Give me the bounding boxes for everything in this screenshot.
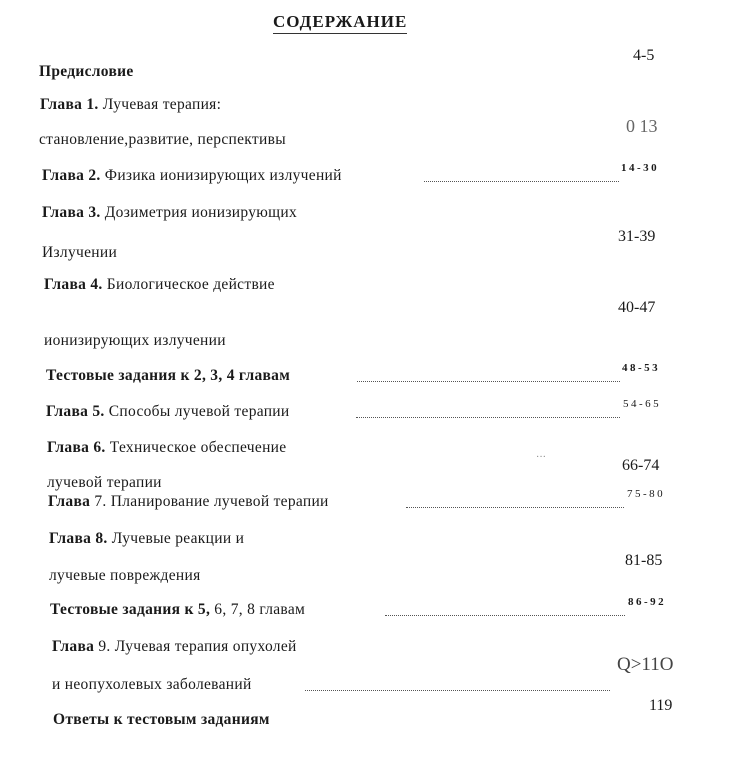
toc-entry-answers [53,711,270,729]
entry-label: Глава 5. [46,403,105,420]
page-number: 31-39 [618,228,656,245]
toc-entry-chapter-1-cont: становление,развитие, перспективы [39,131,286,148]
entry-label: Ответы к тестовым заданиям [53,711,270,728]
leader-dots [406,507,624,508]
toc-entry-chapter-6 [47,439,286,457]
toc-entry-chapter-5 [46,403,290,421]
toc-entry-chapter-3 [42,204,297,222]
toc-entry-chapter-8-cont: лучевые повреждения [49,567,201,584]
entry-text: Предисловие [39,63,134,80]
page-number: 119 [649,697,673,714]
entry-label: Глава 4. [44,276,103,293]
entry-label: Глава 8. [49,530,108,547]
toc-entry-preface [39,63,134,81]
entry-text: 9. Лучевая терапия опухолей [94,638,297,655]
toc-entry-chapter-1 [40,96,221,114]
entry-label: Глава [48,493,91,510]
page-title: СОДЕРЖАНИЕ [273,12,407,34]
leader-dots [424,181,619,182]
entry-text: Физика ионизирующих излучений [100,167,342,184]
entry-text: Биологическое действие [102,276,275,293]
entry-label: Глава 3. [42,204,101,221]
entry-label: Глава 6. [47,439,106,456]
toc-entry-chapter-6-cont: лучевой терапии [47,474,162,491]
entry-label: Глава 2. [42,167,101,184]
toc-entry-chapter-2 [42,167,342,185]
page-number: 75-80 [627,488,666,500]
entry-text: Техническое обеспечение [105,439,287,456]
toc-entry-chapter-3-cont: Излучении [42,244,118,261]
page-number: Q>11О [617,654,674,675]
entry-text: Лучевые реакции и [107,530,245,547]
page-number: 48-53 [622,362,661,374]
toc-entry-tests-2-4 [46,367,290,385]
toc-entry-chapter-9-cont: и неопухолевых заболеваний [52,676,252,693]
toc-entry-tests-5-8 [50,601,305,619]
page-number: 54-65 [623,398,662,410]
entry-text: 6, 7, 8 главам [210,601,306,618]
toc-entry-chapter-9 [52,638,297,656]
entry-text: Лучевая терапия: [98,96,222,113]
page-number: 4-5 [633,47,655,64]
entry-label: Тестовые задания к 2, 3, 4 главам [46,367,291,384]
page-number: 66-74 [622,457,660,474]
leader-dots [385,615,625,616]
entry-text: Способы лучевой терапии [104,403,290,420]
page-number: 81-85 [625,552,663,569]
leader-dots [357,381,620,382]
leader-dots [356,417,620,418]
scan-speck: ··· [536,452,546,463]
page-number: 40-47 [618,299,656,316]
toc-entry-chapter-8 [49,530,244,548]
toc-entry-chapter-4-cont: ионизирующих излучении [44,332,226,349]
entry-label: Глава 1. [40,96,99,113]
page-number: 0 13 [626,116,658,136]
leader-dots [305,690,610,691]
entry-text: Дозиметрия ионизирующих [100,204,298,221]
page-number: 14-30 [621,162,660,174]
toc-entry-chapter-4 [44,276,275,294]
entry-label: Глава [52,638,95,655]
entry-text: 7. Планирование лучевой терапии [90,493,329,510]
entry-label: Тестовые задания к 5, [50,601,211,618]
toc-entry-chapter-7 [48,493,329,511]
page-number: 86-92 [628,596,667,608]
